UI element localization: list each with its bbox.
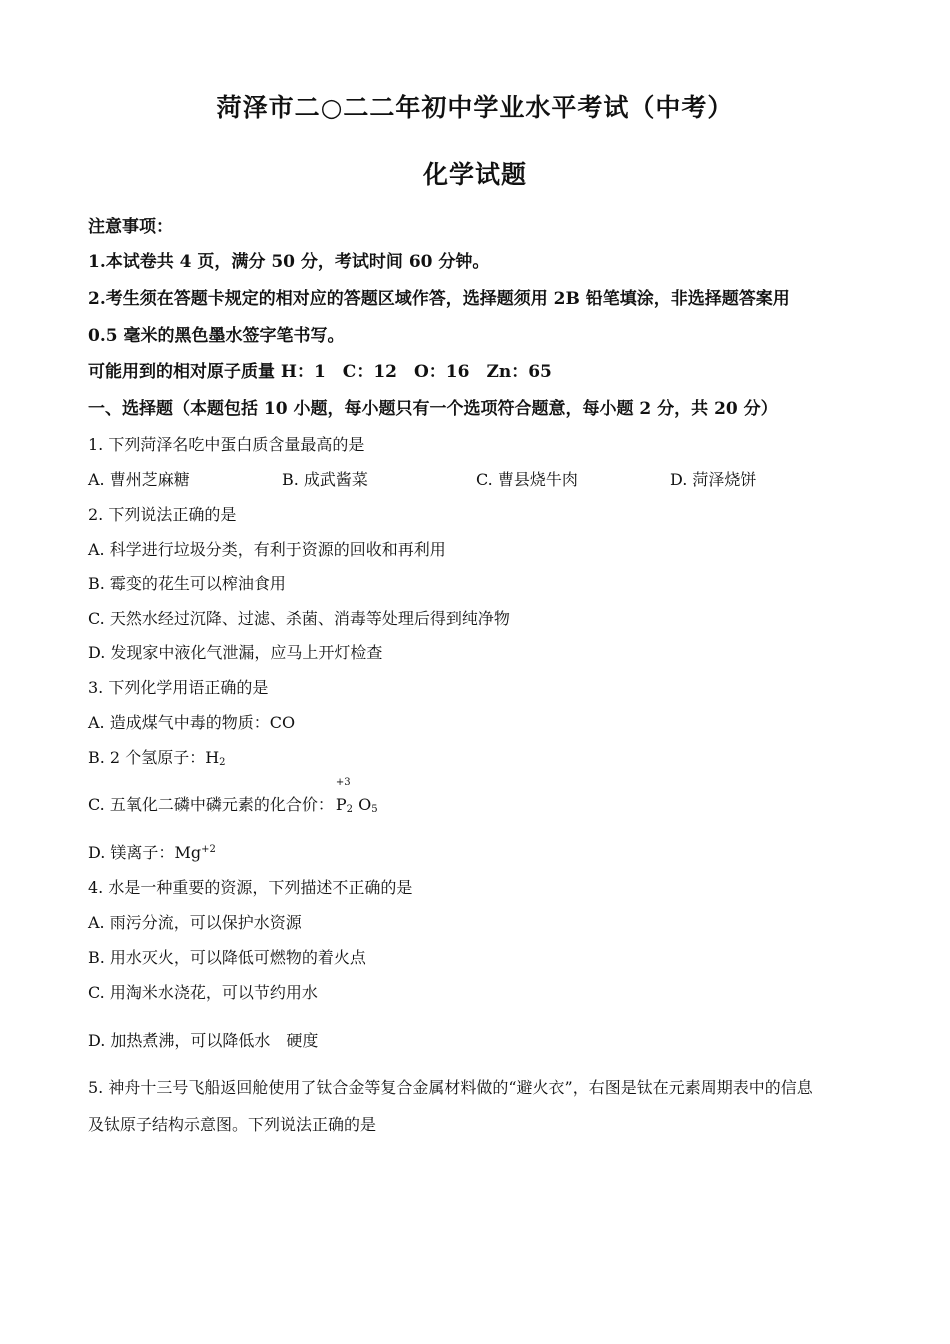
magnesium-ion-formula: $Mg^{+2}$	[174, 843, 216, 862]
question-2-option-c: C. 天然水经过沉降、过滤、杀菌、消毒等处理后得到纯净物	[88, 609, 510, 628]
question-3-option-a: A. 造成煤气中毒的物质：CO	[88, 713, 296, 732]
question-4-option-d: D. 加热煮沸，可以降低水 硬度	[88, 1031, 319, 1050]
exam-subtitle: 化学试题	[422, 160, 527, 189]
question-1-option-b: B. 成武酱菜	[282, 470, 368, 489]
section-1-heading: 一、选择题（本题包括 10 小题，每小题只有一个选项符合题意，每小题 2 分，共 20 分）	[88, 399, 778, 419]
question-4-option-a: A. 雨污分流，可以保护水资源	[88, 913, 302, 932]
question-1-option-a: A. 曹州芝麻糖	[88, 470, 190, 489]
question-1-stem: 1. 下列菏泽名吃中蛋白质含量最高的是	[88, 435, 365, 454]
question-5-stem-line-2: 及钛原子结构示意图。下列说法正确的是	[88, 1115, 377, 1134]
question-1-option-c: C. 曹县烧牛肉	[476, 470, 578, 489]
question-4-option-b: B. 用水灭火，可以降低可燃物的着火点	[88, 948, 366, 967]
question-3-option-b	[88, 745, 226, 768]
question-3-stem: 3. 下列化学用语正确的是	[88, 678, 269, 697]
valence-mark: +3	[335, 777, 351, 788]
question-3-option-b-text: B. 2 个氢原子：	[88, 748, 206, 767]
question-3-option-d	[88, 840, 216, 863]
question-4-stem: 4. 水是一种重要的资源，下列描述不正确的是	[88, 878, 413, 897]
phosphorus-pentoxide-formula: +3 $P_2$ $O_5$	[335, 777, 378, 815]
question-3-option-c	[88, 777, 378, 815]
question-2-stem: 2. 下列说法正确的是	[88, 505, 237, 524]
notes-heading: 注意事项：	[88, 217, 173, 237]
exam-title: 菏泽市二○二二年初中学业水平考试（中考）	[216, 93, 734, 122]
atomic-masses: 可能用到的相对原子质量 H：1 C：12 O：16 Zn：65	[88, 362, 552, 382]
notes-item-2-line-2: 0.5 毫米的黑色墨水签字笔书写。	[88, 326, 345, 346]
question-2-option-a: A. 科学进行垃圾分类，有利于资源的回收和再利用	[88, 540, 446, 559]
notes-item-1: 1.本试卷共 4 页，满分 50 分，考试时间 60 分钟。	[88, 252, 490, 272]
question-5-stem-line-1: 5. 神舟十三号飞船返回舱使用了钛合金等复合金属材料做的“避火衣”，右图是钛在元素周期表中的信息	[88, 1078, 813, 1097]
question-3-option-c-text: C. 五氧化二磷中磷元素的化合价：	[88, 795, 334, 814]
question-1-option-d: D. 菏泽烧饼	[670, 470, 757, 489]
question-3-option-d-text: D. 镁离子：	[88, 843, 175, 862]
notes-item-2-line-1: 2.考生须在答题卡规定的相对应的答题区域作答，选择题须用 2B 铅笔填涂，非选择题答案用	[88, 289, 790, 309]
question-2-option-d: D. 发现家中液化气泄漏，应马上开灯检查	[88, 643, 383, 662]
question-4-option-c: C. 用淘米水浇花，可以节约用水	[88, 983, 318, 1002]
question-2-option-b: B. 霉变的花生可以榨油食用	[88, 574, 286, 593]
hydrogen-formula: $H_2$	[205, 748, 226, 768]
